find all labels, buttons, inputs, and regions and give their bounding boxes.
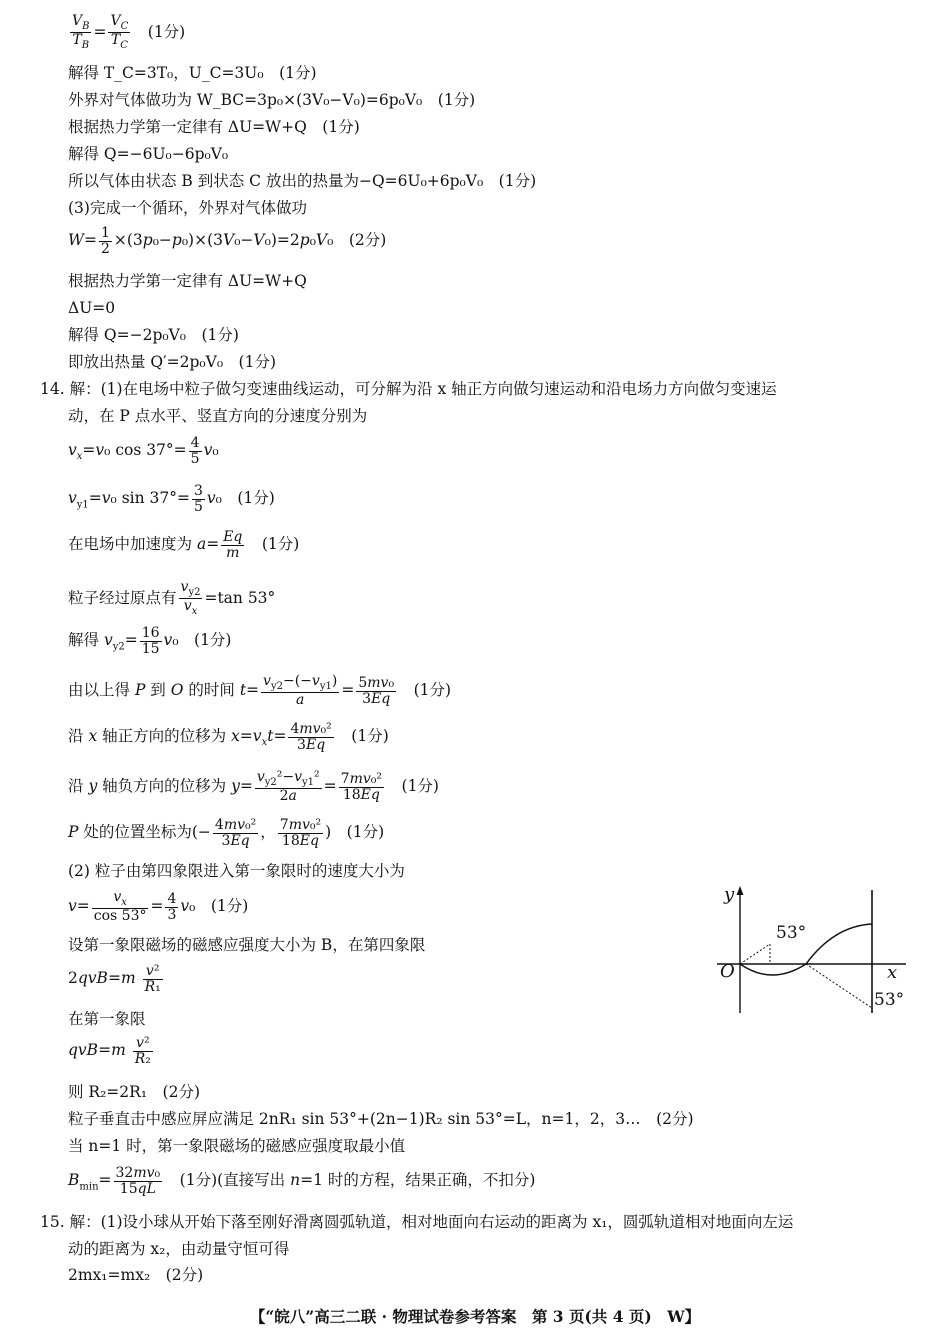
text-line: ΔU=0 — [68, 299, 116, 317]
y-axis-label: y — [724, 884, 735, 905]
angle-label-bottom: 53° — [874, 990, 905, 1010]
text-line: 外界对气体做功为 W_BC=3p₀×(3V₀−V₀)=6p₀V₀ (1分) — [68, 91, 476, 109]
equation-p-coordinate: P 处的位置坐标为(− $\frac{\text{4mv₀²}}{3Eq}$ ， $\frac{\text{7mv₀²}}{18Eq}$ ) (1分) — [68, 817, 385, 849]
text-line: (3)完成一个循环，外界对气体做功 — [68, 199, 307, 217]
equation-x-displacement: 沿 x 轴正方向的位移为 $x=v_xt=$ $\frac{\text{4mv₀²}}{3Eq}$ (1分) — [68, 721, 389, 753]
equation-vy2: 解得 $v_{y2}=$ $\frac{16}{15}$ v₀ (1分) — [68, 625, 232, 657]
equation-fourth-quadrant: 2qvB=m $\frac{\text{v²}}{\text{R₁}}$ — [68, 963, 161, 995]
text-line: 解得 Q=−6U₀−6p₀V₀ — [68, 145, 229, 163]
text-line: 动的距离为 x₂，由动量守恒可得 — [68, 1240, 290, 1258]
text-line: (2) 粒子由第四象限进入第一象限时的速度大小为 — [68, 862, 405, 880]
radius-line-fourth — [806, 964, 872, 1008]
equation-time: 由以上得 P 到 O 的时间 t= $\frac{v_{y2}-(-v_{y1})}{a}$ = $\frac{\text{5mv₀}}{3Eq}$ (1分) — [68, 673, 452, 709]
angle-label-top: 53° — [776, 923, 807, 943]
text-line: 根据热力学第一定律有 ΔU=W+Q (1分) — [68, 118, 360, 136]
equation-y-displacement: 沿 y 轴负方向的位移为 y= $\frac{v_{y2}^2-v_{y1}^2}{2a}$ = $\frac{\text{7mv₀²}}{18Eq}$ (1分) — [68, 769, 439, 805]
equation-tan53: 粒子经过原点有 $\frac{v_{y2}}{v_x}$ =tan 53° — [68, 579, 276, 618]
text-line: 动，在 P 点水平、竖直方向的分速度分别为 — [68, 407, 368, 425]
text-line: 则 R₂=2R₁ (2分) — [68, 1083, 200, 1101]
text-line: 设第一象限磁场的磁感应强度大小为 B，在第四象限 — [68, 936, 426, 954]
text-line: 解得 T_C=3T₀，U_C=3U₀ (1分) — [68, 64, 317, 82]
y-axis-arrow-icon — [737, 886, 744, 895]
text-line: 在第一象限 — [68, 1010, 146, 1028]
text-line: 所以气体由状态 B 到状态 C 放出的热量为−Q=6U₀+6p₀V₀ (1分) — [68, 172, 537, 190]
origin-label: O — [720, 961, 735, 982]
equation-vy1: $v_{y1}=v_0$ sin 37°= $\frac{3}{5}$ v₀ (1分) — [68, 483, 275, 515]
text-line: 即放出热量 Q′=2p₀V₀ (1分) — [68, 353, 277, 371]
text-line: 粒子垂直击中感应屏应满足 2nR₁ sin 53°+(2n−1)R₂ sin 53°=L，n=1，2，3… (2分) — [68, 1110, 694, 1128]
equation-w-cycle: W= $\frac{1}{2}$ ×(3p₀−p₀)×(3V₀−V₀)=2p₀V₀ (2分) — [68, 225, 387, 257]
equation-v: v= $\frac{v_x}{\cos 53^\circ}$ = $\frac{4}{3}$ v₀ (1分) — [68, 889, 249, 925]
x-axis-label: x — [887, 962, 898, 983]
trajectory-diagram — [712, 880, 912, 1020]
question-15-heading: 15. 解：(1)设小球从开始下落至刚好滑离圆弧轨道，相对地面向右运动的距离为 x₁，圆弧轨道相对地面向左运 — [40, 1213, 794, 1231]
trajectory-figure — [712, 880, 912, 1020]
equation-acceleration: 在电场中加速度为 a= $\frac{Eq}{m}$ (1分) — [68, 529, 300, 561]
equation-first-quadrant: qvB=m $\frac{\text{v²}}{\text{R₂}}$ — [68, 1035, 151, 1067]
text-line: 解得 Q=−2p₀V₀ (1分) — [68, 326, 239, 344]
equation-vx: $v_x=v_0$ cos 37°= $\frac{4}{5}$ v₀ — [68, 435, 219, 467]
text-line: 根据热力学第一定律有 ΔU=W+Q — [68, 272, 307, 290]
equation-bmin: $B_{min}=$ $\frac{\text{32mv₀}}{15qL}$ (1分)(直接写出 n=1 时的方程，结果正确，不扣分) — [68, 1165, 536, 1197]
page-footer: 【“皖八”高三二联 · 物理试卷参考答案 第 3 页(共 4 页) W】 — [249, 1307, 701, 1326]
text-line: 2mx₁=mx₂ (2分) — [68, 1266, 204, 1284]
equation-vb-tb: $\frac{V_B}{T_B}$ = $\frac{V_C}{T_C}$ (1分) — [72, 13, 186, 52]
radius-line-lower — [740, 944, 770, 964]
text-line: 当 n=1 时，第一象限磁场的磁感应强度取最小值 — [68, 1137, 406, 1155]
question-14-heading: 14. 解：(1)在电场中粒子做匀变速曲线运动，可分解为沿 x 轴正方向做匀速运动和沿电场力方向做匀变速运 — [40, 380, 777, 398]
